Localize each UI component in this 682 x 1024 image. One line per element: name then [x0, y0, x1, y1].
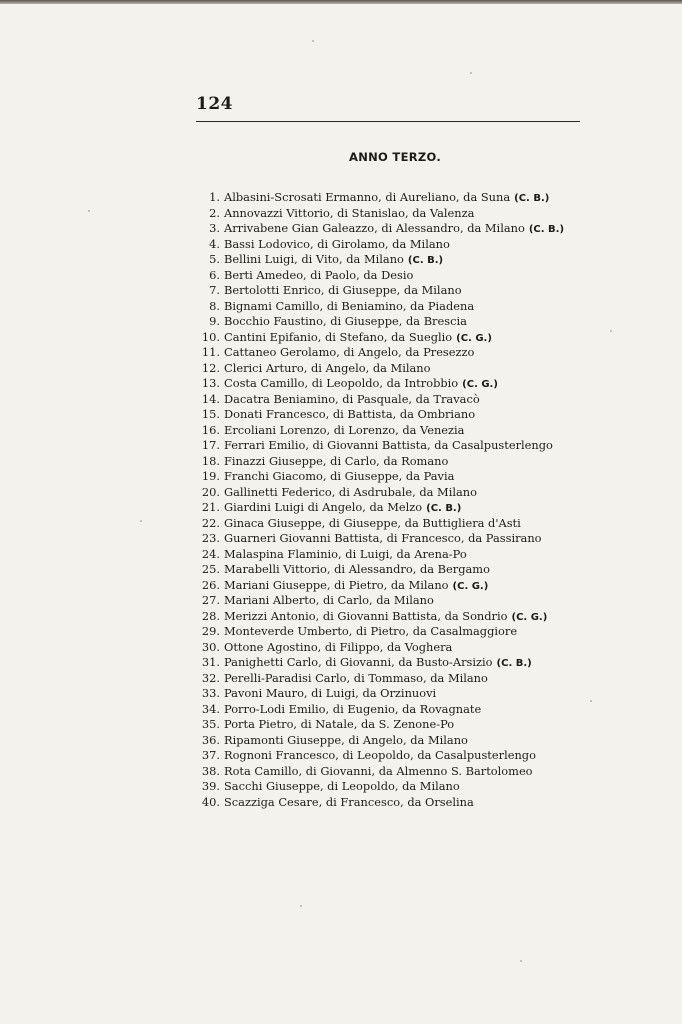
entry-number: 4.: [209, 236, 220, 251]
entry-text: Cattaneo Gerolamo, di Angelo, da Presezzo: [224, 345, 475, 359]
entry-mark: (C. G.): [511, 611, 548, 623]
student-entry: [196, 748, 564, 764]
entry-mark: (C. B.): [426, 503, 462, 514]
entry-number: 24.: [201, 546, 220, 561]
student-entry: [196, 485, 564, 501]
entry-number: 16.: [201, 422, 220, 437]
student-entry: [196, 314, 564, 330]
student-entry: [196, 547, 564, 563]
entry-number: 12.: [201, 360, 220, 375]
student-entry: [196, 345, 564, 361]
student-entry: [196, 531, 564, 547]
student-entry: [196, 500, 564, 516]
student-entry: [196, 469, 564, 485]
paper-speck: [520, 960, 522, 962]
student-entry: [196, 237, 564, 253]
entry-number: 1.: [209, 190, 220, 204]
entry-text: Finazzi Giuseppe, di Carlo, da Romano: [224, 453, 449, 468]
student-entry: [196, 190, 564, 206]
student-entry: [196, 578, 564, 594]
entry-text: Porta Pietro, di Natale, da S. Zenone-Po: [224, 717, 455, 731]
student-entry: [196, 795, 564, 811]
entry-number: 21.: [201, 500, 220, 514]
entry-number: 5.: [209, 252, 220, 266]
entry-text: Clerici Arturo, di Angelo, da Milano: [224, 360, 431, 375]
page-number: 124: [196, 94, 233, 114]
paper-speck: [312, 40, 314, 42]
student-entry: [196, 624, 564, 640]
student-entry: [196, 438, 564, 454]
student-entry: [196, 330, 564, 346]
student-entry: [196, 423, 564, 439]
entry-text: Gallinetti Federico, di Asdrubale, da Milano: [224, 484, 477, 499]
entry-text: Malaspina Flaminio, di Luigi, da Arena-Po: [224, 546, 467, 561]
student-entry: [196, 454, 564, 470]
entry-mark: (C. G.): [456, 332, 492, 344]
entry-number: 15.: [201, 407, 220, 421]
student-entry: [196, 717, 564, 733]
student-entry: [196, 268, 564, 284]
entry-number: 20.: [201, 484, 220, 499]
paper-speck: [590, 700, 592, 702]
entry-mark: (C. B.): [496, 658, 532, 669]
entry-number: 7.: [209, 283, 220, 297]
entry-text: Bellini Luigi, di Vito, da Milano: [224, 252, 404, 266]
entry-number: 19.: [201, 469, 220, 483]
student-entry: [196, 702, 564, 718]
entry-text: Marabelli Vittorio, di Alessandro, da Bergamo: [224, 562, 490, 576]
entry-number: 18.: [201, 453, 220, 468]
entry-number: 2.: [209, 205, 220, 220]
paper-speck: [610, 330, 612, 332]
entry-text: Monteverde Umberto, di Pietro, da Casalmaggiore: [224, 624, 518, 638]
entry-number: 32.: [201, 670, 220, 685]
student-entry: [196, 376, 564, 392]
entry-number: 37.: [201, 748, 220, 762]
entry-number: 22.: [201, 515, 220, 530]
entry-text: Giardini Luigi di Angelo, da Melzo: [224, 500, 423, 514]
entry-number: 13.: [201, 376, 220, 390]
entry-text: Pavoni Mauro, di Luigi, da Orzinuovi: [224, 686, 437, 700]
entry-text: Bocchio Faustino, di Giuseppe, da Brescia: [224, 314, 467, 328]
entry-number: 14.: [201, 391, 220, 406]
entry-text: Mariani Giuseppe, di Pietro, da Milano: [224, 577, 449, 592]
student-entry: [196, 686, 564, 702]
student-entry: [196, 299, 564, 315]
entry-number: 9.: [209, 314, 220, 328]
entry-number: 23.: [201, 531, 220, 545]
entry-text: Rota Camillo, di Giovanni, da Almenno S. Bartolomeo: [224, 763, 533, 778]
student-entry: [196, 671, 564, 687]
student-entry: [196, 407, 564, 423]
entry-mark: (C. G.): [462, 379, 498, 390]
entry-text: Donati Francesco, di Battista, da Ombriano: [224, 407, 476, 421]
entry-text: Ferrari Emilio, di Giovanni Battista, da Casalpusterlengo: [224, 438, 553, 452]
entry-number: 36.: [201, 732, 220, 747]
entry-number: 34.: [201, 701, 220, 716]
entry-text: Rognoni Francesco, di Leopoldo, da Casalpusterlengo: [224, 748, 536, 762]
entry-number: 31.: [201, 655, 220, 669]
entry-number: 10.: [201, 329, 220, 344]
entry-text: Dacatra Beniamino, di Pasquale, da Travacò: [224, 391, 480, 406]
entry-number: 26.: [201, 577, 220, 592]
student-entry: [196, 764, 564, 780]
paper-speck: [88, 210, 90, 212]
entry-text: Porro-Lodi Emilio, di Eugenio, da Rovagnate: [224, 701, 482, 716]
student-entry: [196, 392, 564, 408]
entry-mark: (C. B.): [528, 224, 565, 235]
entry-text: Merizzi Antonio, di Giovanni Battista, da Sondrio: [224, 608, 508, 623]
entry-text: Scazziga Cesare, di Francesco, da Orselina: [224, 794, 474, 809]
entry-number: 3.: [209, 221, 220, 235]
student-entry: [196, 283, 564, 299]
student-entry: [196, 779, 564, 795]
entry-text: Bertolotti Enrico, di Giuseppe, da Milano: [224, 283, 462, 297]
student-entry: [196, 640, 564, 656]
entry-number: 30.: [201, 639, 220, 654]
entry-text: Bassi Lodovico, di Girolamo, da Milano: [224, 236, 450, 251]
page-top-edge: [0, 0, 682, 4]
entry-number: 38.: [201, 763, 220, 778]
student-entry: [196, 361, 564, 377]
entry-text: Bignami Camillo, di Beniamino, da Piadena: [224, 298, 475, 313]
entry-text: Costa Camillo, di Leopoldo, da Introbbio: [224, 376, 459, 390]
entry-text: Perelli-Paradisi Carlo, di Tommaso, da Milano: [224, 670, 488, 685]
student-entry: [196, 206, 564, 222]
entry-text: Ottone Agostino, di Filippo, da Voghera: [224, 639, 453, 654]
student-entry: [196, 252, 564, 268]
student-entry: [196, 221, 564, 237]
entry-number: 11.: [201, 345, 220, 359]
entry-mark: (C. G.): [452, 580, 489, 592]
entry-mark: (C. B.): [407, 255, 444, 266]
paper-speck: [140, 520, 142, 522]
entry-mark: (C. B.): [514, 193, 550, 204]
entry-text: Albasini-Scrosati Ermanno, di Aureliano, da Suna: [224, 190, 511, 204]
entry-text: Sacchi Giuseppe, di Leopoldo, da Milano: [224, 779, 460, 793]
entry-number: 8.: [209, 298, 220, 313]
paper-speck: [300, 905, 302, 907]
entry-text: Mariani Alberto, di Carlo, da Milano: [224, 593, 434, 607]
entry-number: 6.: [209, 267, 220, 282]
student-entry: [196, 733, 564, 749]
entry-text: Ginaca Giuseppe, di Giuseppe, da Buttigliera d'Asti: [224, 515, 521, 530]
entry-number: 35.: [201, 717, 220, 731]
entry-text: Franchi Giacomo, di Giuseppe, da Pavia: [224, 469, 455, 483]
student-entry: [196, 562, 564, 578]
student-entry: [196, 593, 564, 609]
entry-number: 33.: [201, 686, 220, 700]
entry-text: Berti Amedeo, di Paolo, da Desio: [224, 267, 414, 282]
student-entry: [196, 516, 564, 532]
entry-number: 28.: [201, 608, 220, 623]
section-title: ANNO TERZO.: [349, 150, 442, 164]
entry-text: Ripamonti Giuseppe, di Angelo, da Milano: [224, 732, 468, 747]
entry-text: Arrivabene Gian Galeazzo, di Alessandro, da Milano: [224, 221, 525, 235]
entry-number: 39.: [201, 779, 220, 793]
entry-text: Ercoliani Lorenzo, di Lorenzo, da Venezia: [224, 422, 465, 437]
student-entry: [196, 655, 564, 671]
entry-text: Cantini Epifanio, di Stefano, da Sueglio: [224, 329, 453, 344]
header-rule: [196, 121, 580, 122]
entry-number: 17.: [201, 438, 220, 452]
entry-text: Panighetti Carlo, di Giovanni, da Busto-Arsizio: [224, 655, 493, 669]
entry-text: Guarneri Giovanni Battista, di Francesco, da Passirano: [224, 531, 542, 545]
entry-number: 40.: [201, 794, 220, 809]
student-entry: [196, 609, 564, 625]
entry-text: Annovazzi Vittorio, di Stanislao, da Valenza: [224, 205, 475, 220]
paper-speck: [470, 72, 472, 74]
entry-number: 29.: [201, 624, 220, 638]
entry-number: 27.: [201, 593, 220, 607]
entry-number: 25.: [201, 562, 220, 576]
student-list: [196, 190, 564, 810]
